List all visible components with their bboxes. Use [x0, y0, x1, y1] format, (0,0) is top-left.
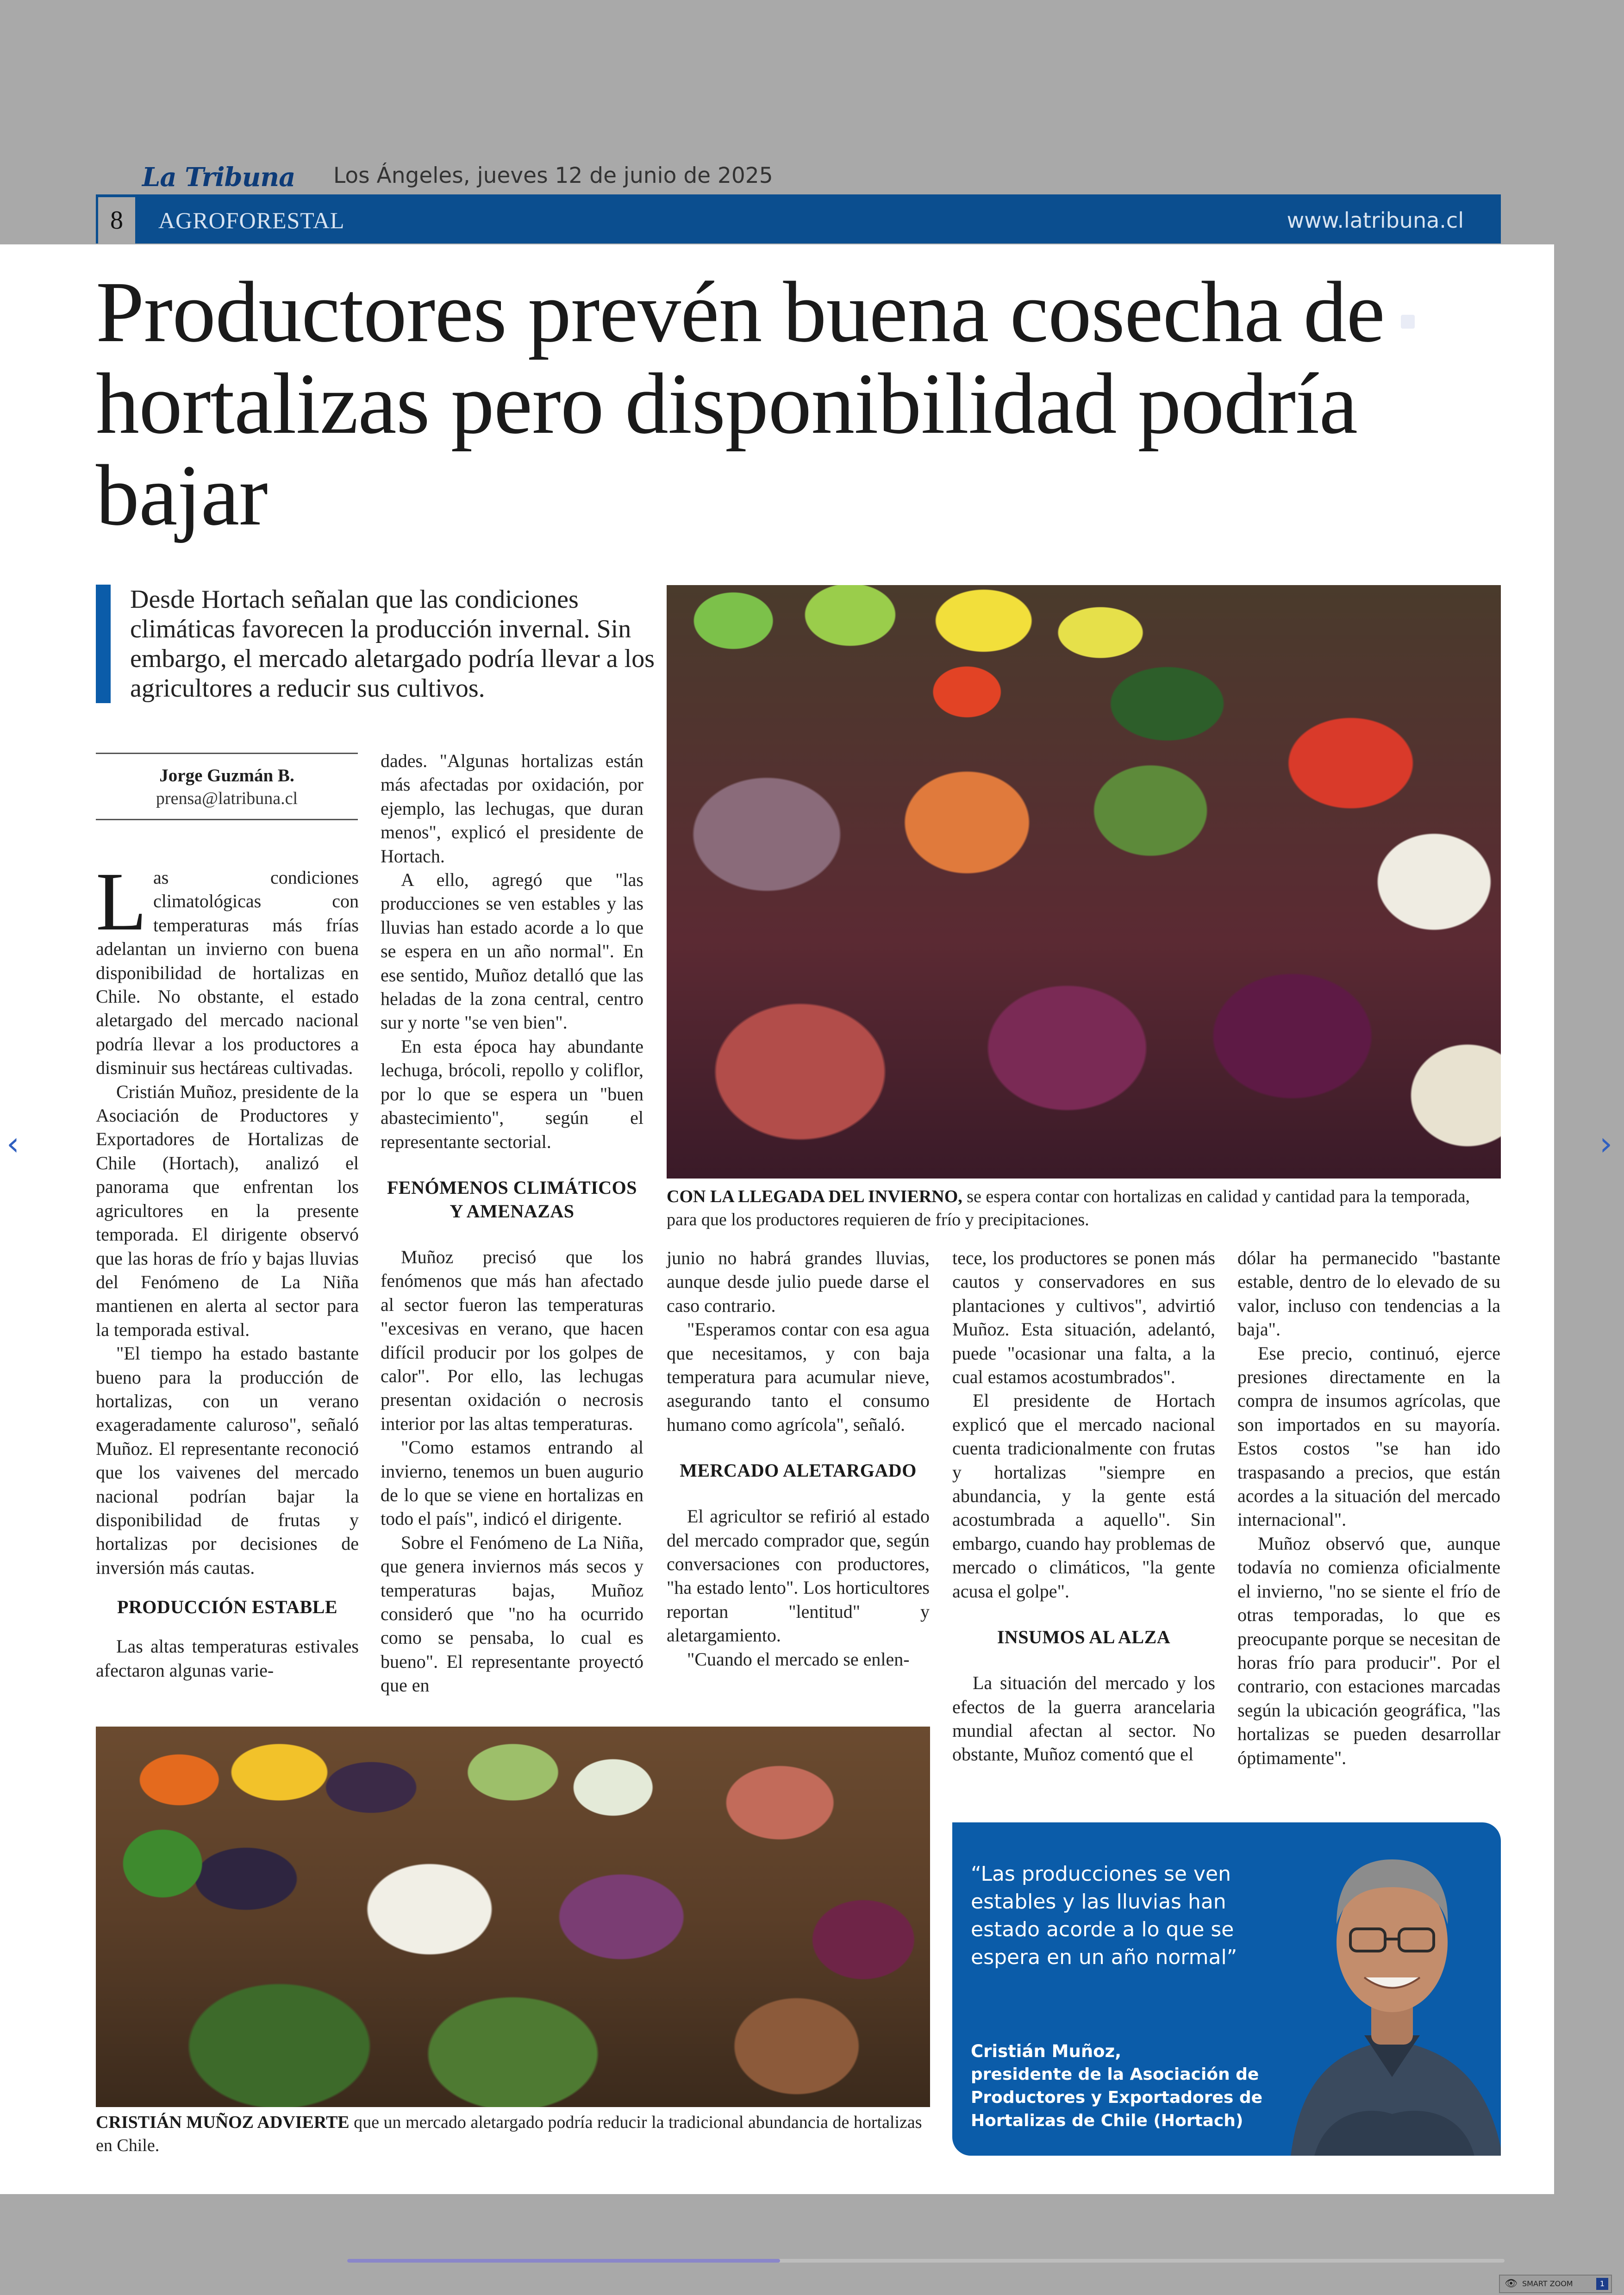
paragraph: El agricultor se refirió al estado del mercado comprador que, según conversaciones con productores, "ha estado lento". Los horticultores reportan "lentitud" y aletargamiento.	[667, 1506, 930, 1646]
paragraph: Ese precio, continuó, ejerce presiones directamente en la compra de insumos agrícolas, que son importados en su mayoría. Estos costos "se han ido traspasando a precios, que están acordes a la situación del mercado internacional".	[1237, 1342, 1500, 1530]
paragraph: En esta época hay abundante lechuga, brócoli, repollo y coliflor, por lo que se espera un "buen abastecimiento", según el representante sectorial.	[381, 1035, 643, 1152]
paragraph: junio no habrá grandes lluvias, aunque desde julio puede darse el caso contrario.	[667, 1247, 930, 1316]
paragraph: Cristián Muñoz, presidente de la Asociación de Productores y Exportadores de Hortalizas de Chile (Hortach), analizó el panorama que enfrentan los agricultores en la presente temporada. El dirigente observó que las horas de frío y bajas lluvias del Fenómeno de La Niña mantienen en alerta al sector para la temporada estival.	[96, 1081, 359, 1340]
paragraph: Muñoz observó que, aunque todavía no comienza oficialmente el invierno, "no se siente el frío de otras temporadas, lo que es preocupante porque se necesitan de horas frío para producir". Por el contrario, con estaciones marcadas según la ubicación geográfica, "las hortalizas se pueden desarrollar óptimamente".	[1237, 1533, 1500, 1768]
text-column-3	[667, 1246, 930, 1671]
pull-quote-role: presidente de la Asociación de Productores y Exportadores de Hortalizas de Chile (Hortach)	[971, 2065, 1263, 2130]
scroll-progress-fill	[347, 2259, 780, 2263]
lead-paragraph: Desde Hortach señalan que las condiciones climáticas favorecen la producción invernal. Sin embargo, el mercado aletargado podría llevar a los agricultores a reducir sus cultivos.	[96, 585, 658, 703]
caption-lead: CRISTIÁN MUÑOZ ADVIERTE	[96, 2113, 350, 2132]
paragraph: "Esperamos contar con esa agua que necesitamos, y con baja temperatura para acumular nieve, asegurando tanto el consumo humano como agrícola", señaló.	[667, 1319, 930, 1435]
portrait-image	[1272, 1822, 1501, 2156]
paragraph: Las altas temperaturas estivales afectaron algunas varie-	[96, 1636, 359, 1681]
text-column-5	[1237, 1246, 1500, 1770]
pull-quote-text: “Las producciones se ven estables y las lluvias han estado acorde a lo que se espera en un año normal”	[971, 1862, 1237, 1969]
chevron-right-icon[interactable]: ›	[1599, 1125, 1612, 1163]
caption-text: se espera contar con hortalizas en calidad y cantidad para la temporada, para que los productores requieren de frío y precipitaciones.	[667, 1187, 1470, 1229]
vegetable-market-photo	[667, 585, 1501, 1179]
headline: Productores prevén buena cosecha de hortalizas pero disponibilidad podría bajar	[96, 263, 1385, 543]
section-bar	[96, 194, 1501, 243]
paragraph: as condiciones climatológicas con temperaturas más frías adelantan un invierno con buena disponibilidad de hortalizas en Chile. No obstante, el estado aletargado del mercado nacional podría llevar a los productores a disminuir sus hectáreas cultivadas.	[96, 867, 359, 1079]
paragraph: A ello, agregó que "las producciones se ven estables y las lluvias han estado acorde a lo que se espera en un año normal". En ese sentido, Muñoz detalló que las heladas de la zona central, centro sur y norte "se ven bien".	[381, 869, 643, 1033]
eye-icon: 👁	[1505, 2278, 1518, 2289]
page-number: 8	[96, 197, 135, 243]
paragraph: tece, los productores se ponen más cautos y conservadores en sus plantaciones y cultivos", advirtió Muñoz. Esta situación, adelantó, puede "ocasionar una falta, a la cual estamos acostumbrados".	[952, 1247, 1215, 1388]
pull-quote-box	[952, 1822, 1501, 2156]
caption-lead: CON LA LLEGADA DEL INVIERNO,	[667, 1187, 962, 1206]
paragraph: Sobre el Fenómeno de La Niña, que genera inviernos más secos y temperaturas bajas, Muñoz consideró que "no ha ocurrido como se pensaba, lo cual es bueno". El representante proyectó que en	[381, 1532, 643, 1696]
photo-caption-main	[667, 1185, 1501, 1231]
pull-quote-name: Cristián Muñoz,	[971, 2041, 1122, 2061]
paragraph: "Como estamos entrando al invierno, tenemos un buen augurio de lo que se viene en hortalizas en todo el país", indicó el dirigente.	[381, 1437, 643, 1529]
paragraph: El presidente de Hortach explicó que el mercado nacional cuenta tradicionalmente con frutas y hortalizas "siempre en abundancia, y la gente está acostumbrada a aquello". Sin embargo, cuando hay problemas de mercado o climáticos, "la gente acusa el golpe".	[952, 1390, 1215, 1602]
caption-text: que un mercado aletargado podría reducir la tradicional abundancia de hortalizas en Chile.	[96, 2113, 922, 2155]
text-column-2	[381, 749, 643, 1697]
site-url: www.latribuna.cl	[1287, 208, 1464, 233]
paragraph: Muñoz precisó que los fenómenos que más han afectado al sector fueron las temperaturas "excesivas en verano, que hacen difícil producir por los golpes de calor". Por ello, las lechugas presentan oxidación o necrosis interior por las altas temperaturas.	[381, 1246, 643, 1434]
section-name: AGROFORESTAL	[158, 207, 345, 233]
paragraph: "Cuando el mercado se enlen-	[687, 1648, 910, 1670]
author-email: prensa@latribuna.cl	[156, 789, 298, 808]
drop-cap: L	[96, 855, 147, 948]
paragraph: "El tiempo ha estado bastante bueno para la producción de hortalizas, con un verano exageradamente caluroso", señaló Muñoz. El representante reconoció que los vaivenes del mercado nacional podrían bajar la disponibilidad de frutas y hortalizas por decisiones de inversión más cautas.	[96, 1343, 359, 1578]
paragraph: dólar ha permanecido "bastante estable, dentro de lo elevado de su valor, incluso con tendencias a la baja".	[1237, 1247, 1500, 1340]
photo-caption-bottom	[96, 2111, 930, 2157]
byline	[96, 753, 358, 820]
vegetable-stall-photo	[96, 1727, 930, 2107]
author-name: Jorge Guzmán B.	[159, 766, 294, 786]
newspaper-logo: La Tribuna	[142, 162, 295, 193]
smart-zoom-button[interactable]	[1499, 2275, 1612, 2293]
text-column-4	[952, 1246, 1215, 1766]
chevron-left-icon[interactable]: ‹	[6, 1125, 19, 1163]
paragraph: La situación del mercado y los efectos de la guerra arancelaria mundial afectan al sector. No obstante, Muñoz comentó que el	[952, 1672, 1215, 1765]
subheading-insumos: INSUMOS AL ALZA	[997, 1627, 1171, 1648]
paragraph: dades. "Algunas hortalizas están más afectadas por oxidación, por ejemplo, las lechugas, que duran menos", explicó el presidente de Hortach.	[381, 750, 643, 867]
text-column-1	[96, 855, 359, 1682]
page-indicator: 1	[1596, 2278, 1608, 2290]
smart-zoom-label: SMART ZOOM	[1522, 2279, 1573, 2288]
dateline: Los Ángeles, jueves 12 de junio de 2025	[333, 163, 773, 188]
subheading-mercado: MERCADO ALETARGADO	[680, 1460, 917, 1481]
subheading-fenomenos: FENÓMENOS CLIMÁTICOS Y AMENAZAS	[387, 1177, 637, 1222]
subheading-produccion: PRODUCCIÓN ESTABLE	[117, 1597, 338, 1618]
note-icon[interactable]	[1401, 315, 1415, 329]
